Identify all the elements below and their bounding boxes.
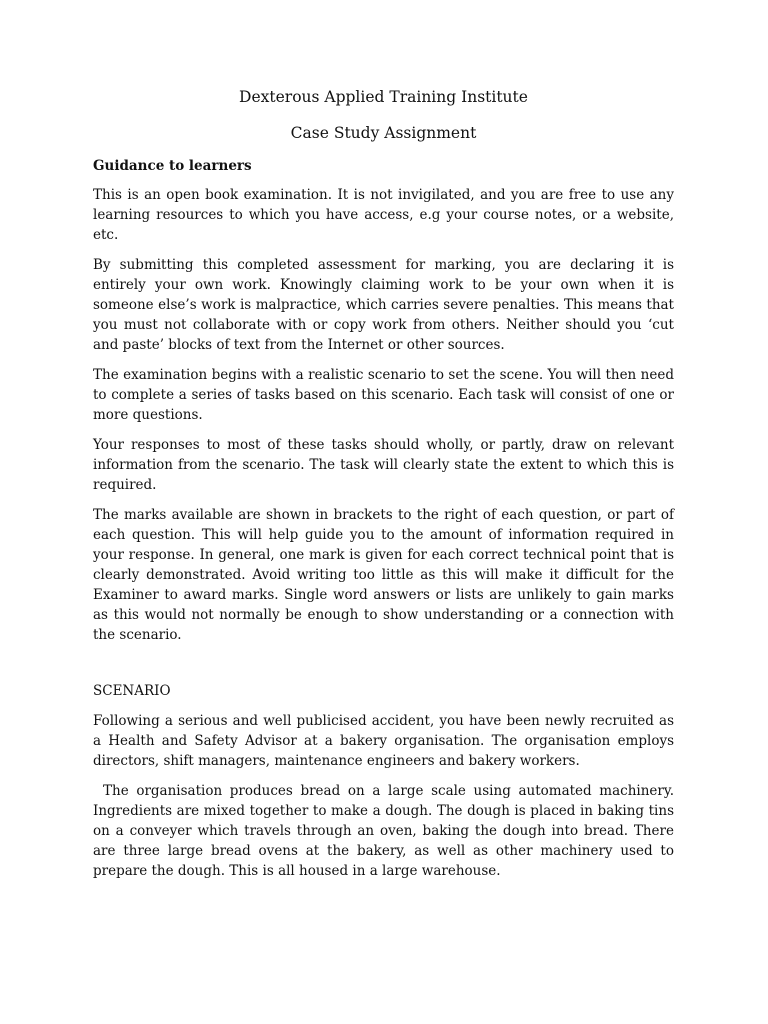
guidance-heading: Guidance to learners: [93, 158, 252, 174]
scenario-paragraph: Following a serious and well publicised accident, you have been newly recruited as a Health and Safety Advisor at a bakery organisation. The organisation employs directors, shift managers, maintenance engineers and bakery workers.: [93, 713, 674, 769]
guidance-paragraph: This is an open book examination. It is not invigilated, and you are free to use any learning resources to which you have access, e.g your course notes, or a website, etc.: [93, 187, 674, 243]
document-title: Dexterous Applied Training Institute: [239, 88, 528, 106]
guidance-paragraph: Your responses to most of these tasks should wholly, or partly, draw on relevant information from the scenario. The task will clearly state the extent to which this is required.: [93, 437, 674, 493]
guidance-paragraph: By submitting this completed assessment for marking, you are declaring it is entirely your own work. Knowingly claiming work to be your own when it is someone else’s work is malpractice, which carries severe penalties. This means that you must not collaborate with or copy work from others. Neither should you ‘cut and paste’ blocks of text from the Internet or other sources.: [93, 257, 674, 353]
scenario-heading: SCENARIO: [93, 683, 171, 699]
guidance-paragraph: The examination begins with a realistic scenario to set the scene. You will then need to complete a series of tasks based on this scenario. Each task will consist of one or more questions.: [93, 367, 674, 423]
guidance-paragraph: The marks available are shown in brackets to the right of each question, or part of each question. This will help guide you to the amount of information required in your response. In general, one mark is given for each correct technical point that is clearly demonstrated. Avoid writing too little as this will make it difficult for the Examiner to award marks. Single word answers or lists are unlikely to gain marks as this would not normally be enough to show understanding or a connection with the scenario.: [93, 507, 674, 643]
document-subtitle: Case Study Assignment: [290, 124, 477, 142]
document-content: [93, 86, 674, 891]
scenario-paragraph: The organisation produces bread on a large scale using automated machinery. Ingredients are mixed together to make a dough. The dough is placed in baking tins on a conveyer which travels through an oven, baking the dough into bread. There are three large bread ovens at the bakery, as well as other machinery used to prepare the dough. This is all housed in a large warehouse.: [93, 783, 674, 879]
